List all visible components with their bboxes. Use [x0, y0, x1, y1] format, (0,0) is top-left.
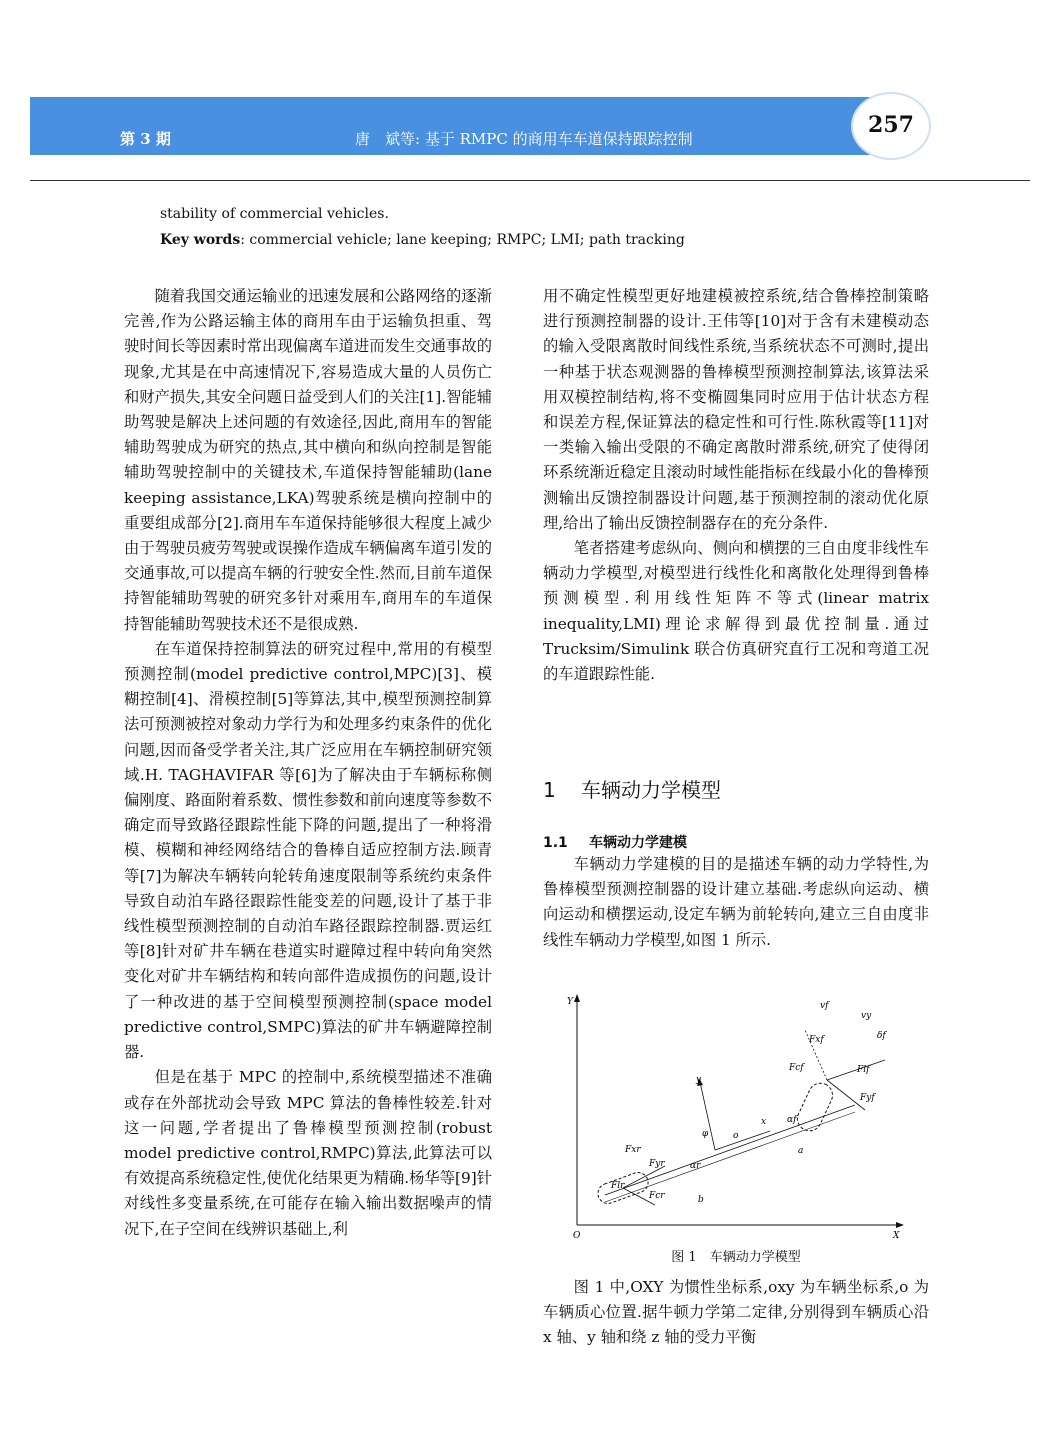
- paragraph: 随着我国交通运输业的迅速发展和公路网络的逐渐完善,作为公路运输主体的商用车由于运输负担重、驾驶时间长等因素时常出现偏离车道进而发生交通事故的现象,尤其是在中高速情况下,容易造成大量的人员伤亡和财产损失,其安全问题日益受到人们的关注[1].智能辅助驾驶是解决上述问题的有效途径,因此,商用车的智能辅助驾驶成为研究的热点,其中横向和纵向控制是智能辅助驾驶控制中的关键技术,车道保持智能辅助(lane keeping assistance,LKA)驾驶系统是横向控制中的重要组成部分[2].商用车车道保持能够很大程度上减少由于驾驶员疲劳驾驶或误操作造成车辆偏离车道引发的交通事故,可以提高车辆的行驶安全性.然而,目前车道保持智能辅助驾驶的研究多针对乘用车,商用车的车道保持智能辅助驾驶技术还不是很成熟.: [124, 287, 492, 633]
- section-title: [543, 774, 721, 803]
- label-Flf: Flf: [857, 1065, 870, 1075]
- label-a: a: [798, 1146, 804, 1156]
- label-Fxf: Fxf: [809, 1035, 824, 1045]
- paragraph: 笔者搭建考虑纵向、侧向和横摆的三自由度非线性车辆动力学模型,对模型进行线性化和离散化处理得到鲁棒预测模型.利用线性矩阵不等式(linear matrix inequality,LMI)理论求解得到最优控制量.通过 Trucksim/Simulink 联合仿真研究直行工况和弯道工况的车道跟踪性能.: [543, 539, 929, 684]
- abstract-tail: stability of commercial vehicles.: [160, 206, 389, 222]
- label-Fxr: Fxr: [625, 1145, 641, 1155]
- label-y: y: [696, 1075, 702, 1085]
- left-column: [124, 284, 492, 1242]
- keywords-text: : commercial vehicle; lane keeping; RMPC; LMI; path tracking: [240, 232, 685, 248]
- axis-label-X: X: [893, 1231, 900, 1240]
- label-phi: φ: [702, 1129, 709, 1139]
- running-title: 唐 斌等: 基于 RMPC 的商用车车道保持跟踪控制: [355, 130, 693, 148]
- keywords-label: Key words: [160, 232, 241, 248]
- label-x: x: [761, 1117, 767, 1127]
- bottom-paragraph: [543, 1275, 929, 1351]
- label-Flr: Flr: [611, 1181, 625, 1191]
- header-rule: [30, 180, 1030, 181]
- label-alpha-r: αr: [690, 1161, 701, 1171]
- section-number: 1: [543, 778, 556, 802]
- origin-label: O: [573, 1231, 581, 1240]
- label-alpha-f: αf: [787, 1115, 797, 1125]
- label-o: o: [733, 1131, 739, 1141]
- label-Fyf: Fyf: [860, 1093, 875, 1103]
- label-Fcf: Fcf: [789, 1063, 804, 1073]
- label-Fyr: Fyr: [649, 1159, 665, 1169]
- axis-label-Y: Y: [567, 997, 573, 1007]
- paragraph: 车辆动力学建模的目的是描述车辆的动力学特性,为鲁棒模型预测控制器的设计建立基础.考虑纵向运动、横向运动和横摆运动,设定车辆为前轮转向,建立三自由度非线性车辆动力学模型,如图 1 所示.: [543, 855, 929, 949]
- label-delta: δf: [877, 1031, 886, 1041]
- label-vy: vy: [861, 1011, 872, 1021]
- figure-caption: 图 1 车辆动力学模型: [671, 1250, 801, 1265]
- page-number: 257: [868, 112, 914, 138]
- vehicle-dynamics-figure: [565, 990, 910, 1240]
- subsection-title: [543, 832, 687, 852]
- subsection-number: 1.1: [543, 835, 568, 851]
- subsection-title-text: 车辆动力学建模: [589, 835, 687, 851]
- right-column: [543, 284, 929, 687]
- subsection-body: [543, 852, 929, 953]
- label-Fcr: Fcr: [649, 1191, 665, 1201]
- paragraph: 图 1 中,OXY 为惯性坐标系,oxy 为车辆坐标系,o 为车辆质心位置.据牛顿力学第二定律,分别得到车辆质心沿 x 轴、y 轴和绕 z 轴的受力平衡: [543, 1278, 929, 1347]
- label-vf: vf: [820, 1001, 829, 1011]
- issue-label: 第 3 期: [120, 130, 171, 148]
- keywords: [160, 232, 685, 248]
- paragraph: 在车道保持控制算法的研究过程中,常用的有模型预测控制(model predictive control,MPC)[3]、模糊控制[4]、滑模控制[5]等算法,其中,模型预测控制算法可预测被控对象动力学行为和处理多约束条件的优化问题,因而备受学者关注,其广泛应用在车辆控制研究领域.H. TAGHAVIFAR 等[6]为了解决由于车辆标称侧偏刚度、路面附着系数、惯性参数和前向速度等参数不确定而导致路径跟踪性能下降的问题,提出了一种将滑模、模糊和神经网络结合的鲁棒自适应控制方法.顾青等[7]为解决车辆转向轮转角速度限制等系统约束条件导致自动泊车路径跟踪性能变差的问题,设计了基于非线性模型预测控制的自动泊车路径跟踪控制器.贾运红等[8]针对矿井车辆在巷道实时避障过程中转向角突然变化对矿井车辆结构和转向部件造成损伤的问题,设计了一种改进的基于空间模型预测控制(space model predictive control,SMPC)算法的矿井车辆避障控制器.: [124, 639, 492, 1062]
- paragraph: 用不确定性模型更好地建模被控系统,结合鲁棒控制策略进行预测控制器的设计.王伟等[10]对于含有未建模动态的输入受限离散时间线性系统,当系统状态不可测时,提出一种基于状态观测器的鲁棒模型预测控制算法,该算法采用双模控制结构,将不变椭圆集同时应用于估计状态方程和误差方程,保证算法的稳定性和可行性.陈秋霞等[11]对一类输入输出受限的不确定离散时滞系统,研究了使得闭环系统渐近稳定且滚动时域性能指标在线最小化的鲁棒预测输出反馈控制器设计问题,基于预测控制的滚动优化原理,给出了输出反馈控制器存在的充分条件.: [543, 287, 929, 532]
- section-title-text: 车辆动力学模型: [581, 778, 721, 802]
- label-b: b: [698, 1195, 704, 1205]
- paragraph: 但是在基于 MPC 的控制中,系统模型描述不准确或存在外部扰动会导致 MPC 算法的鲁棒性较差.针对这一问题,学者提出了鲁棒模型预测控制(robust model predictive control,RMPC)算法,此算法可以有效提高系统稳定性,使优化结果更为精确.杨华等[9]针对线性多变量系统,在可能存在输入输出数据噪声的情况下,在子空间在线辨识基础上,利: [124, 1068, 492, 1238]
